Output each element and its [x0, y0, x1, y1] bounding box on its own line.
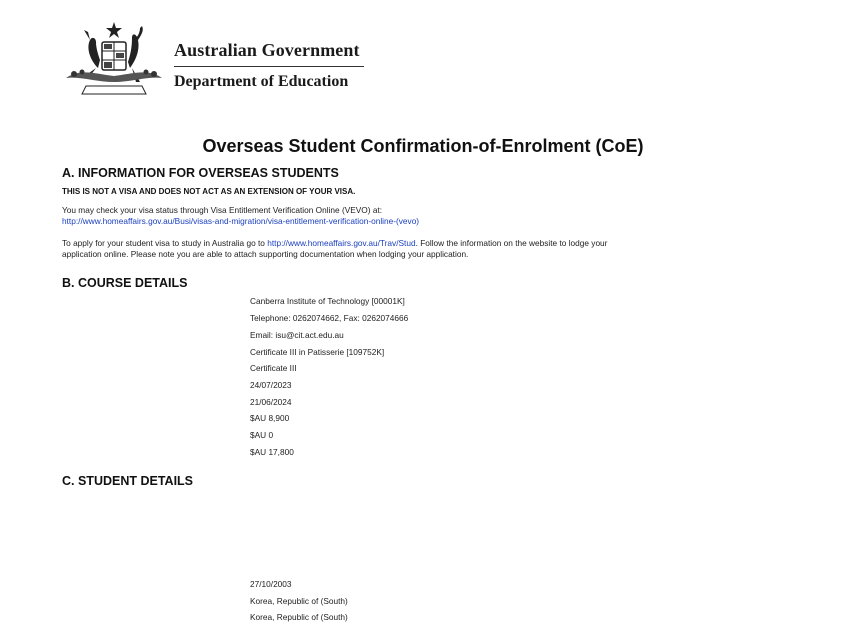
detail-value: 24/07/2023	[250, 380, 292, 390]
section-c-heading: C. STUDENT DETAILS	[62, 474, 194, 488]
section-b-heading: B. COURSE DETAILS	[62, 276, 188, 290]
detail-value: Korea, Republic of (South)	[250, 596, 348, 606]
visa-warning: THIS IS NOT A VISA AND DOES NOT ACT AS AN EXTENSION OF YOUR VISA.	[62, 187, 356, 196]
detail-value: $AU 8,900	[250, 413, 290, 423]
apply-text-2: . Follow the information on the website to lodge your	[415, 238, 608, 248]
apply-line-1	[62, 238, 802, 249]
detail-value: Certificate III	[250, 363, 297, 373]
coat-of-arms-logo	[60, 20, 168, 102]
detail-value: Korea, Republic of (South)	[250, 612, 348, 622]
vevo-link[interactable]: http://www.homeaffairs.gov.au/Busi/visas-and-migration/visa-entitlement-verification-online-(vevo)	[62, 215, 420, 226]
government-name: Australian Government	[174, 40, 360, 60]
apply-line-2: application online. Please note you are able to attach supporting documentation when lodging your application.	[62, 248, 469, 259]
detail-value: Telephone: 0262074662, Fax: 0262074666	[250, 313, 409, 323]
detail-value: Certificate III in Patisserie [109752K]	[250, 347, 385, 357]
detail-value: 27/10/2003	[250, 579, 292, 589]
detail-value: Canberra Institute of Technology [00001K]	[250, 296, 405, 306]
apply-link[interactable]: http://www.homeaffairs.gov.au/Trav/Stud	[267, 238, 416, 248]
apply-text-1: To apply for your student visa to study in Australia go to	[62, 238, 268, 248]
vevo-paragraph	[62, 205, 802, 226]
section-a-heading: A. INFORMATION FOR OVERSEAS STUDENTS	[62, 166, 339, 180]
detail-value: Email: isu@cit.act.edu.au	[250, 330, 344, 340]
detail-value: 21/06/2024	[250, 397, 292, 407]
detail-value: $AU 17,800	[250, 447, 294, 457]
branding-divider	[174, 66, 364, 67]
detail-value: $AU 0	[250, 430, 274, 440]
government-branding	[174, 40, 364, 91]
apply-paragraph	[62, 238, 802, 259]
document-title: Overseas Student Confirmation-of-Enrolment (CoE)	[202, 136, 644, 156]
vevo-text: You may check your visa status through Visa Entitlement Verification Online (VEVO) at:	[62, 205, 383, 215]
department-name: Department of Education	[174, 73, 349, 90]
